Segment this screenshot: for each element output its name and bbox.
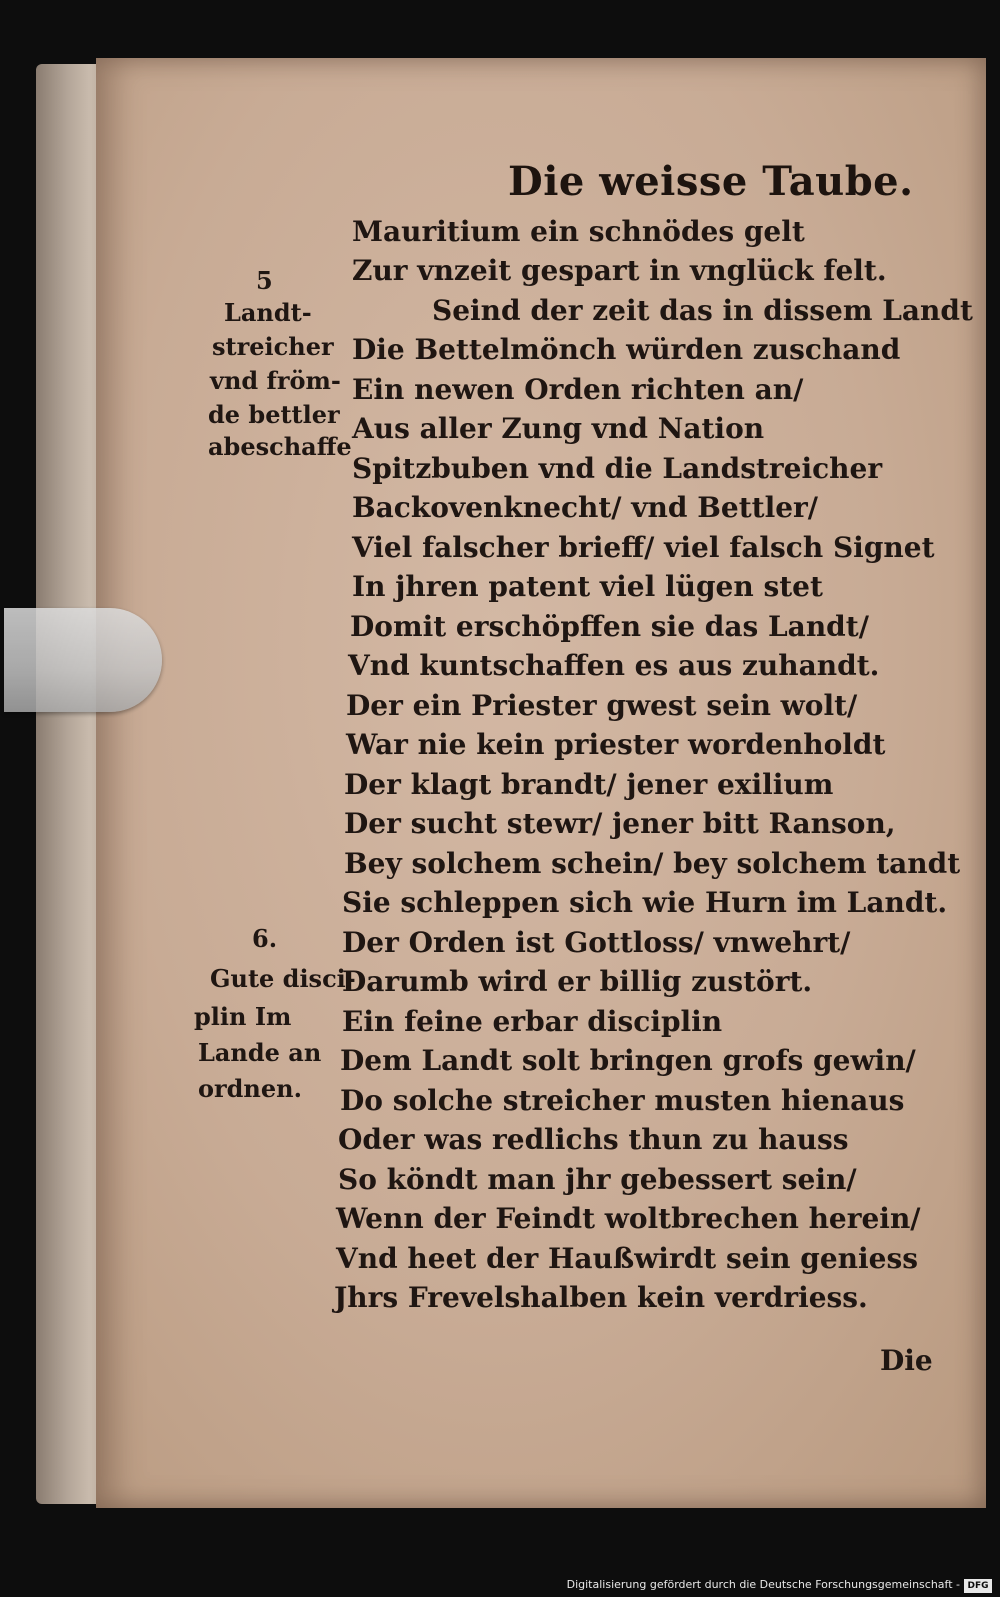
verse-line: Der ein Priester gwest sein wolt/ <box>346 689 858 722</box>
verse-line: Dem Landt solt bringen grofs gewin/ <box>340 1044 916 1077</box>
dfg-logo: DFG <box>964 1579 992 1593</box>
verse-line: Oder was redlichs thun zu hauss <box>338 1123 849 1156</box>
page-clip <box>4 608 162 712</box>
verse-line: Do solche streicher musten hienaus <box>340 1084 905 1117</box>
margin-note-number: 5 <box>256 266 273 295</box>
margin-note-line: streicher <box>212 332 334 361</box>
verse-line: Domit erschöpffen sie das Landt/ <box>350 610 869 643</box>
verse-line: Aus aller Zung vnd Nation <box>352 412 765 445</box>
margin-note-number: 6. <box>252 924 278 953</box>
verse-line: Seind der zeit das in dissem Landt <box>432 294 973 327</box>
verse-line: Jhrs Frevelshalben kein verdriess. <box>334 1281 868 1314</box>
verse-line: War nie kein priester wordenholdt <box>346 728 886 761</box>
verse-line: Vnd heet der Haußwirdt sein geniess <box>336 1242 918 1275</box>
verse-line: Backovenknecht/ vnd Bettler/ <box>352 491 818 524</box>
verse-line: Ein newen Orden richten an/ <box>352 373 804 406</box>
verse-line: Zur vnzeit gespart in vnglück felt. <box>352 254 887 287</box>
margin-note-line: Lande an <box>198 1038 322 1067</box>
verse-line: In jhren patent viel lügen stet <box>352 570 823 603</box>
verse-line: Darumb wird er billig zustört. <box>342 965 813 998</box>
verse-line: Die Bettelmönch würden zuschand <box>352 333 901 366</box>
verse-line: Der klagt brandt/ jener exilium <box>344 768 834 801</box>
margin-note-line: ordnen. <box>198 1074 302 1103</box>
margin-note-line: abeschaffe <box>208 432 352 461</box>
verse-line: Bey solchem schein/ bey solchem tandt <box>344 847 961 880</box>
verse-line: Ein feine erbar disciplin <box>342 1005 723 1038</box>
margin-note-line: Landt- <box>224 298 312 327</box>
verse-line: Sie schleppen sich wie Hurn im Landt. <box>342 886 948 919</box>
margin-note-line: plin Im <box>194 1002 292 1031</box>
verse-line: Der sucht stewr/ jener bitt Ranson, <box>344 807 896 840</box>
margin-note-line: vnd fröm- <box>210 366 341 395</box>
margin-note-line: Gute disci- <box>210 964 356 993</box>
verse-line: Wenn der Feindt woltbrechen herein/ <box>336 1202 921 1235</box>
verse-line: Mauritium ein schnödes gelt <box>352 215 805 248</box>
verse-line: Der Orden ist Gottloss/ vnwehrt/ <box>342 926 851 959</box>
page-header: Die weisse Taube. <box>508 158 914 205</box>
verse-line: So köndt man jhr gebessert sein/ <box>338 1163 857 1196</box>
verse-line: Viel falscher brieff/ viel falsch Signet <box>352 531 935 564</box>
footer-credit: Digitalisierung gefördert durch die Deutsche Forschungsgemeinschaft - <box>566 1578 960 1591</box>
verse-line: Spitzbuben vnd die Landstreicher <box>352 452 883 485</box>
verse-line: Vnd kuntschaffen es aus zuhandt. <box>348 649 880 682</box>
catchword: Die <box>880 1344 933 1377</box>
margin-note-line: de bettler <box>208 400 340 429</box>
